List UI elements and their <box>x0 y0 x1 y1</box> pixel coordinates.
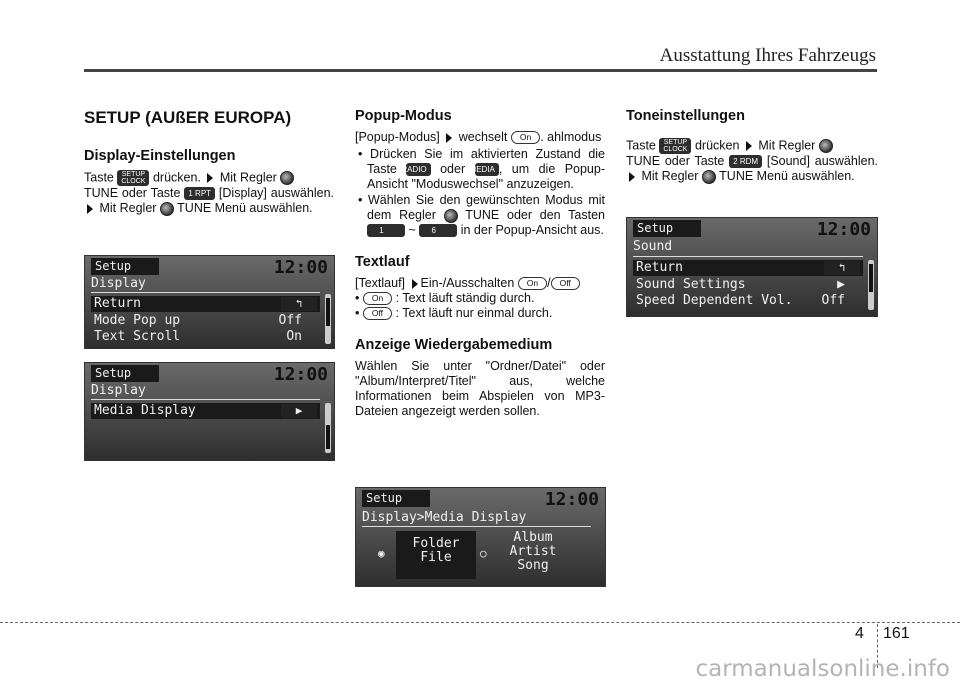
screen-clock: 12:00 <box>544 489 599 510</box>
list-item: • Wählen Sie den gewünschten Modus mit dem Regler TUNE oder den Tasten 1 ~ 6 in der Popup-Ansicht aus. <box>358 193 606 237</box>
arrow-right-icon: ▶ <box>281 404 317 418</box>
tune-knob-icon <box>160 202 174 216</box>
watermark: carmanualsonline.info <box>695 656 950 682</box>
chapter-number: 4 <box>855 625 864 642</box>
list-item: • Drücken Sie im aktivierten Zustand die Taste RADIO oder MEDIA , um die Popup-Ansicht "Moduswechsel" anzuzeigen. <box>358 147 606 191</box>
menu-row-media-display[interactable]: Media Display ▶ <box>91 403 320 419</box>
scrollbar[interactable] <box>868 260 874 310</box>
media-display-text: Wählen Sie unter "Ordner/Datei" oder "Album/Interpret/Titel" aus, welche Informationen beim Abspielen von MP3-Dateien angezeigt werden sollen. <box>355 359 605 418</box>
display-settings-instructions: Taste SETUP CLOCK drücken. Mit Regler TUNE oder Taste 1 RPT [Display] auswählen. Mit Regler TUNE Menü auswählen. <box>84 170 334 215</box>
popup-mode-list <box>355 147 605 238</box>
column-sound-settings <box>626 108 878 184</box>
menu-row-speed-dependent-vol[interactable]: Speed Dependent Vol. Off <box>636 293 845 308</box>
on-pill: On <box>518 277 547 290</box>
popup-mode-heading: Popup-Modus <box>355 108 452 124</box>
arrow-right-icon <box>629 172 635 182</box>
arrow-right-icon <box>446 133 452 143</box>
rdm-button: 2 RDM <box>729 155 762 168</box>
on-pill: On <box>511 131 540 144</box>
option-album-artist-song[interactable]: Album Artist Song <box>509 530 557 573</box>
menu-row-return[interactable]: Return ↰ <box>91 296 320 312</box>
screen-clock: 12:00 <box>273 257 328 278</box>
column-display-settings <box>84 108 334 216</box>
arrow-right-icon <box>746 141 752 151</box>
display-settings-heading: Display-Einstellungen <box>84 148 236 164</box>
screen-subtitle: Sound <box>633 239 673 254</box>
setup-clock-button: SETUP CLOCK <box>117 170 149 186</box>
preset-6-button: 6 <box>419 224 457 237</box>
tune-knob-icon <box>702 170 716 184</box>
preset-1-button: 1 <box>367 224 405 237</box>
scrollbar[interactable] <box>325 294 331 344</box>
screen-divider <box>91 292 320 293</box>
section-heading: SETUP (AUßER EUROPA) <box>84 108 292 127</box>
arrow-right-icon <box>87 204 93 214</box>
on-pill: On <box>363 292 392 305</box>
rpt-button: 1 RPT <box>184 187 215 200</box>
return-icon: ↰ <box>281 297 317 311</box>
screen-subtitle: Display <box>91 276 146 291</box>
popup-mode-text: [Popup-Modus] wechselt On . ahlmodus <box>355 130 602 144</box>
menu-row-sound-settings[interactable]: Sound Settings ▶ <box>636 277 845 292</box>
media-display-heading: Anzeige Wiedergabemedium <box>355 337 553 353</box>
header-rule <box>84 69 877 72</box>
option-folder-file[interactable]: Folder File <box>396 531 476 579</box>
textlauf-heading: Textlauf <box>355 254 410 270</box>
column-popup-textlauf <box>355 108 605 419</box>
menu-row-return[interactable]: Return ↰ <box>633 260 863 276</box>
screen-subtitle: Display>Media Display <box>362 510 527 525</box>
radio-selected-icon[interactable]: ◉ <box>378 547 385 560</box>
screen-divider <box>91 399 320 400</box>
tune-knob-icon <box>444 209 458 223</box>
screen-title: Setup <box>91 365 159 382</box>
radio-unselected-icon[interactable]: ○ <box>480 547 487 560</box>
sound-settings-screen <box>626 217 878 317</box>
arrow-right-icon <box>207 173 213 183</box>
media-button: MEDIA <box>475 163 499 176</box>
setup-clock-button: SETUP CLOCK <box>659 138 691 154</box>
page-number: 161 <box>883 625 910 642</box>
screen-divider <box>362 526 591 527</box>
radio-button: RADIO <box>406 163 430 176</box>
tune-knob-icon <box>819 139 833 153</box>
screen-title: Setup <box>362 490 430 507</box>
off-pill: Off <box>363 307 392 320</box>
arrow-right-icon <box>412 279 418 289</box>
textlauf-on-item: • On : Text läuft ständig durch. <box>355 291 535 305</box>
media-display-menu-screen <box>84 362 335 461</box>
sound-settings-heading: Toneinstellungen <box>626 108 745 124</box>
scrollbar[interactable] <box>325 403 331 453</box>
screen-subtitle: Display <box>91 383 146 398</box>
page-header-title: Ausstattung Ihres Fahrzeugs <box>659 45 876 66</box>
screen-divider <box>633 256 863 257</box>
screen-title: Setup <box>633 220 701 237</box>
off-pill: Off <box>551 277 580 290</box>
menu-row-text-scroll[interactable]: Text Scroll On <box>94 329 302 344</box>
sound-settings-instructions: Taste SETUP CLOCK drücken Mit Regler TUNE oder Taste 2 RDM [Sound] auswählen. Mit Regler TUNE Menü auswählen. <box>626 138 878 183</box>
screen-clock: 12:00 <box>273 364 328 385</box>
media-display-options-screen <box>355 487 606 587</box>
display-settings-screen <box>84 255 335 349</box>
screen-clock: 12:00 <box>816 219 871 240</box>
textlauf-off-item: • Off : Text läuft nur einmal durch. <box>355 306 553 320</box>
textlauf-text: [Textlauf] Ein-/Ausschalten On / Off <box>355 276 605 291</box>
screen-title: Setup <box>91 258 159 275</box>
footer-rule <box>0 622 960 623</box>
tune-knob-icon <box>280 171 294 185</box>
menu-row-mode-pop-up[interactable]: Mode Pop up Off <box>94 313 302 328</box>
arrow-right-icon: ▶ <box>837 277 845 292</box>
return-icon: ↰ <box>824 261 860 275</box>
